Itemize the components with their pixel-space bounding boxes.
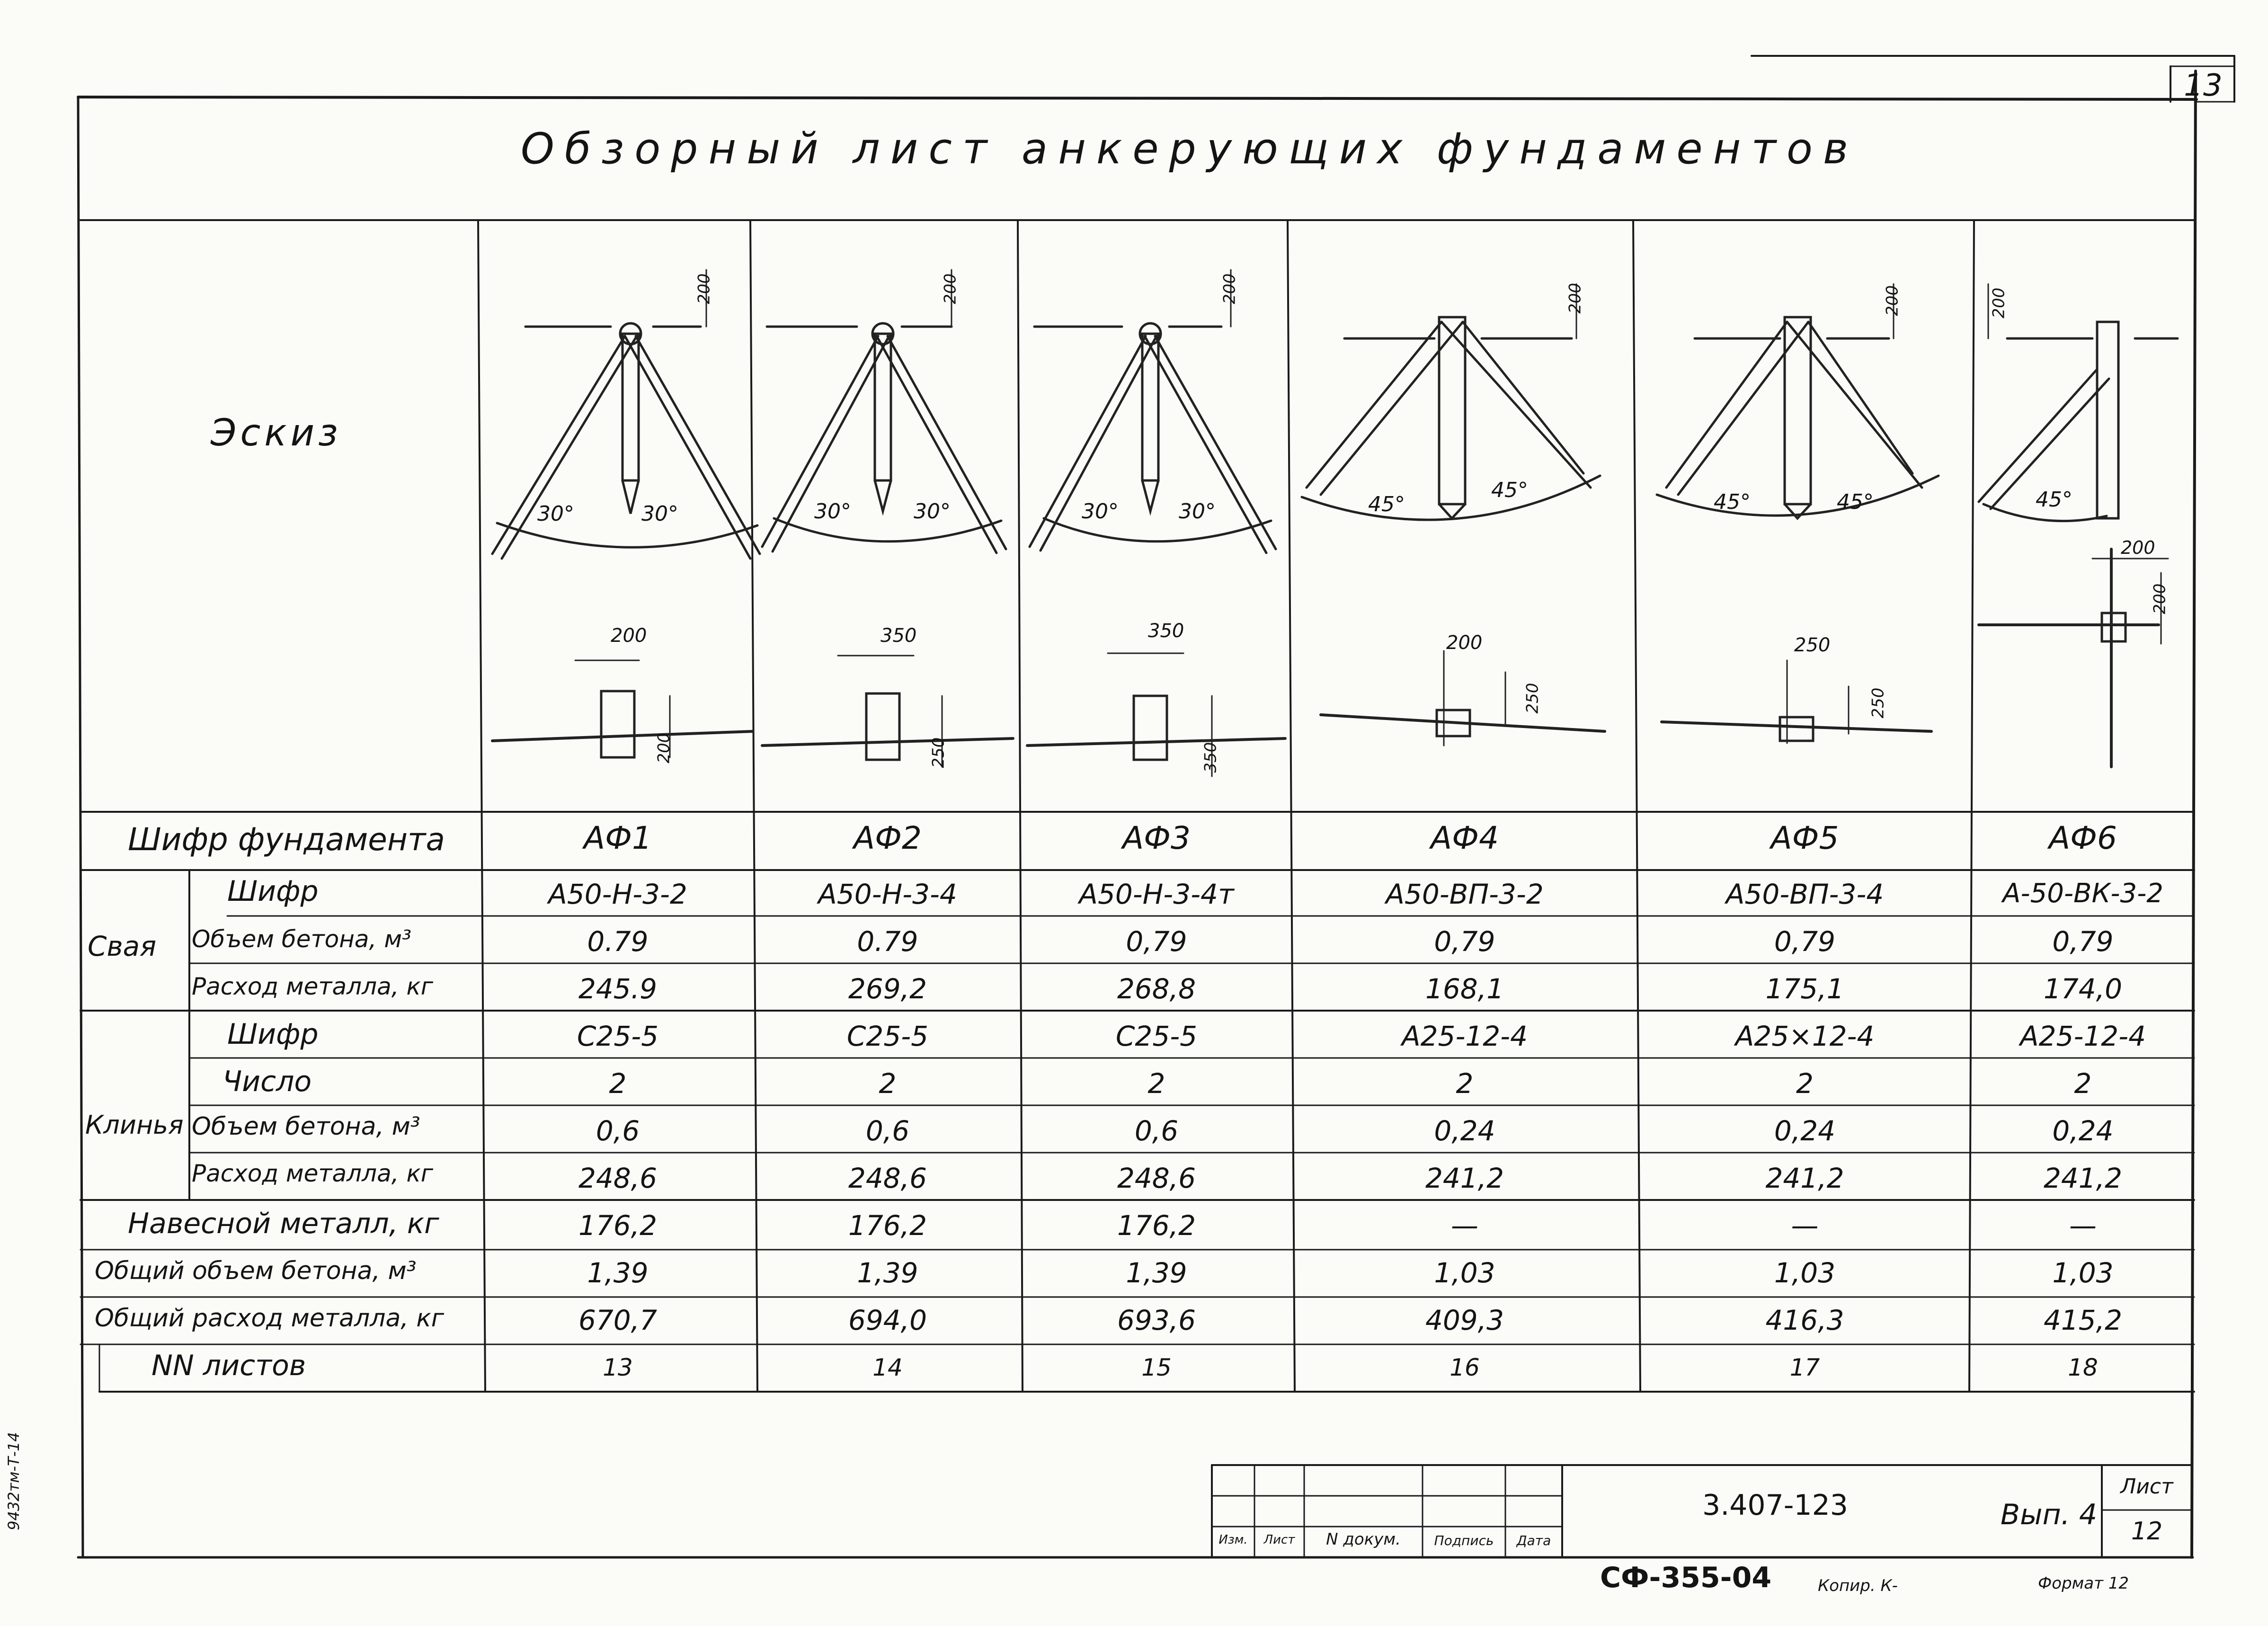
sketch-af2 — [762, 270, 1013, 767]
table-cell: — — [2069, 1209, 2097, 1242]
dimension-label: 200 — [1883, 285, 1902, 316]
bottom-code: СФ-355-04 — [1600, 1561, 1772, 1594]
table-cell: — — [1791, 1209, 1819, 1242]
table-cell: 2 — [1796, 1067, 1814, 1100]
row-label: Число — [222, 1065, 312, 1098]
table-cell: 694,0 — [848, 1304, 927, 1336]
foundation-code-label: Шифр фундамента — [128, 821, 445, 858]
table-cell: А-50-ВК-3-2 — [2002, 878, 2163, 909]
angle-label: 45° — [1368, 492, 1405, 516]
table-cell: А25×12-4 — [1735, 1020, 1875, 1052]
table-cell: 241,2 — [2043, 1162, 2123, 1194]
table-cell: 1,03 — [1774, 1257, 1836, 1289]
document-code: 3.407-123 — [1702, 1489, 1848, 1522]
dimension-label: 250 — [929, 737, 948, 768]
table-cell: 269,2 — [848, 973, 927, 1005]
dimension-label: 250 — [1523, 683, 1542, 714]
table-cell: 241,2 — [1765, 1162, 1844, 1194]
table-cell: 17 — [1789, 1354, 1820, 1381]
table-cell: 2 — [879, 1067, 897, 1100]
table-cell: С25-5 — [846, 1020, 929, 1052]
stamp-header: Дата — [1516, 1533, 1551, 1548]
table-cell: 248,6 — [578, 1162, 658, 1194]
sketch-af1 — [492, 270, 760, 757]
table-cell: А25-12-4 — [2019, 1020, 2146, 1052]
table-cell: 0,79 — [1126, 925, 1187, 958]
row-label: Шифр — [227, 1018, 319, 1051]
table-cell: 0,24 — [1774, 1115, 1836, 1147]
table-cell: 15 — [1141, 1354, 1172, 1381]
sheet-corner-number: 13 — [2184, 68, 2223, 103]
table-cell: 241,2 — [1425, 1162, 1504, 1194]
dimension-label: 350 — [1201, 742, 1220, 773]
table-cell: 670,7 — [578, 1304, 658, 1336]
table-cell: 2 — [1456, 1067, 1474, 1100]
stamp-header: Лист — [1263, 1533, 1295, 1547]
column-header: АФ2 — [854, 820, 922, 856]
angle-label: 45° — [1491, 478, 1528, 502]
table-cell: 1,39 — [1126, 1257, 1187, 1289]
table-cell: 268,8 — [1117, 973, 1196, 1005]
table-cell: 409,3 — [1425, 1304, 1504, 1336]
table-cell: 0,6 — [1134, 1115, 1179, 1147]
table-cell: А25-12-4 — [1401, 1020, 1528, 1052]
table-cell: 1,03 — [2052, 1257, 2114, 1289]
table-cell: 2 — [609, 1067, 627, 1100]
table-cell: 18 — [2068, 1354, 2098, 1381]
stamp-header: Изм. — [1218, 1533, 1248, 1547]
copy-note: Копир. К- — [1818, 1576, 1898, 1595]
table-cell: А50-Н-3-4т — [1079, 878, 1234, 910]
row-label: NN листов — [151, 1349, 306, 1382]
table-cell: 0,24 — [1434, 1115, 1495, 1147]
column-header: АФ3 — [1122, 820, 1191, 856]
format-note: Формат 12 — [2038, 1574, 2129, 1593]
dimension-label: 200 — [2121, 537, 2155, 558]
dimension-label: 200 — [1565, 283, 1585, 314]
table-cell: 693,6 — [1117, 1304, 1196, 1336]
table-cell: А50-Н-3-4 — [818, 878, 957, 910]
row-label: Объем бетона, м³ — [192, 925, 412, 953]
stamp-header: N докум. — [1326, 1530, 1401, 1549]
sheet-number: 12 — [2131, 1517, 2163, 1546]
table-cell: С25-5 — [1115, 1020, 1198, 1052]
group-label-wedges: Клинья — [85, 1110, 184, 1140]
angle-label: 45° — [1837, 490, 1874, 514]
table-cell: 176,2 — [1117, 1209, 1196, 1242]
row-label: Объем бетона, м³ — [192, 1112, 420, 1141]
table-cell: 0,79 — [1434, 925, 1495, 958]
issue-label: Вып. 4 — [2000, 1498, 2097, 1531]
dimension-label: 350 — [881, 625, 917, 647]
table-cell: 2 — [2074, 1067, 2092, 1100]
row-label: Общий объем бетона, м³ — [95, 1257, 417, 1285]
angle-label: 45° — [2036, 488, 2072, 512]
table-cell: 0.79 — [587, 925, 649, 958]
column-header: АФ1 — [584, 820, 652, 856]
angle-label: 45° — [1714, 490, 1751, 514]
sketch-af3 — [1027, 270, 1285, 776]
table-cell: 176,2 — [578, 1209, 658, 1242]
table-cell: 245.9 — [578, 973, 658, 1005]
table-cell: 174,0 — [2043, 973, 2123, 1005]
dimension-label: 250 — [1794, 634, 1831, 656]
table-cell: 0.79 — [857, 925, 918, 958]
dimension-label: 200 — [1220, 273, 1239, 304]
sketch-af6 — [1979, 284, 2178, 767]
column-header: АФ6 — [2049, 820, 2117, 856]
table-cell: 1,03 — [1434, 1257, 1495, 1289]
angle-label: 30° — [914, 499, 951, 524]
table-cell: — — [1451, 1209, 1478, 1242]
table-cell: 16 — [1450, 1354, 1480, 1381]
row-label: Расход металла, кг — [192, 1160, 433, 1187]
table-cell: 248,6 — [1117, 1162, 1196, 1194]
dimension-label: 200 — [694, 273, 714, 304]
table-cell: 0,6 — [865, 1115, 910, 1147]
table-cell: 248,6 — [848, 1162, 927, 1194]
dimension-label: 200 — [2150, 583, 2170, 614]
angle-label: 30° — [641, 502, 678, 526]
table-cell: С25-5 — [577, 1020, 659, 1052]
dimension-label: 350 — [1148, 620, 1184, 642]
dimension-label: 200 — [654, 732, 674, 764]
sketch-label: Эскиз — [211, 412, 342, 454]
table-cell: 1,39 — [857, 1257, 918, 1289]
table-cell: 0,6 — [596, 1115, 640, 1147]
page-title: Обзорный лист анкерующих фундаментов — [521, 124, 1859, 174]
angle-label: 30° — [537, 502, 574, 526]
angle-label: 30° — [1179, 499, 1216, 524]
table-cell: 14 — [872, 1354, 903, 1381]
table-cell: 1,39 — [587, 1257, 649, 1289]
dimension-label: 200 — [1989, 287, 2009, 319]
table-cell: 416,3 — [1765, 1304, 1844, 1336]
table-cell: А50-ВП-3-2 — [1386, 878, 1544, 910]
row-label: Шифр — [227, 875, 319, 908]
dimension-label: 200 — [941, 273, 960, 304]
column-header: АФ4 — [1431, 820, 1499, 856]
table-cell: 13 — [603, 1354, 633, 1381]
table-cell: 0,24 — [2052, 1115, 2114, 1147]
side-stamp: 9432тм-Т-14 — [4, 1432, 23, 1530]
table-cell: 176,2 — [848, 1209, 927, 1242]
row-label: Общий расход металла, кг — [95, 1304, 445, 1333]
sheet-label: Лист — [2120, 1475, 2173, 1499]
angle-label: 30° — [814, 499, 851, 524]
table-cell: А50-ВП-3-4 — [1725, 878, 1884, 910]
angle-label: 30° — [1082, 499, 1119, 524]
table-cell: 175,1 — [1765, 973, 1844, 1005]
dimension-label: 250 — [1868, 687, 1888, 719]
table-cell: 2 — [1147, 1067, 1165, 1100]
dimension-label: 200 — [611, 625, 647, 647]
row-label: Навесной металл, кг — [128, 1207, 439, 1240]
sketch-af4 — [1302, 284, 1605, 746]
table-cell: 0,79 — [2052, 925, 2114, 958]
table-cell: 168,1 — [1425, 973, 1504, 1005]
table-cell: А50-Н-3-2 — [548, 878, 687, 910]
group-label-pile: Свая — [88, 930, 157, 962]
row-label: Расход металла, кг — [192, 973, 433, 1000]
sketch-af5 — [1657, 284, 1939, 743]
stamp-header: Подпись — [1434, 1533, 1494, 1548]
table-cell: 415,2 — [2043, 1304, 2123, 1336]
column-header: АФ5 — [1770, 820, 1839, 856]
table-cell: 0,79 — [1774, 925, 1836, 958]
dimension-label: 200 — [1446, 632, 1483, 654]
